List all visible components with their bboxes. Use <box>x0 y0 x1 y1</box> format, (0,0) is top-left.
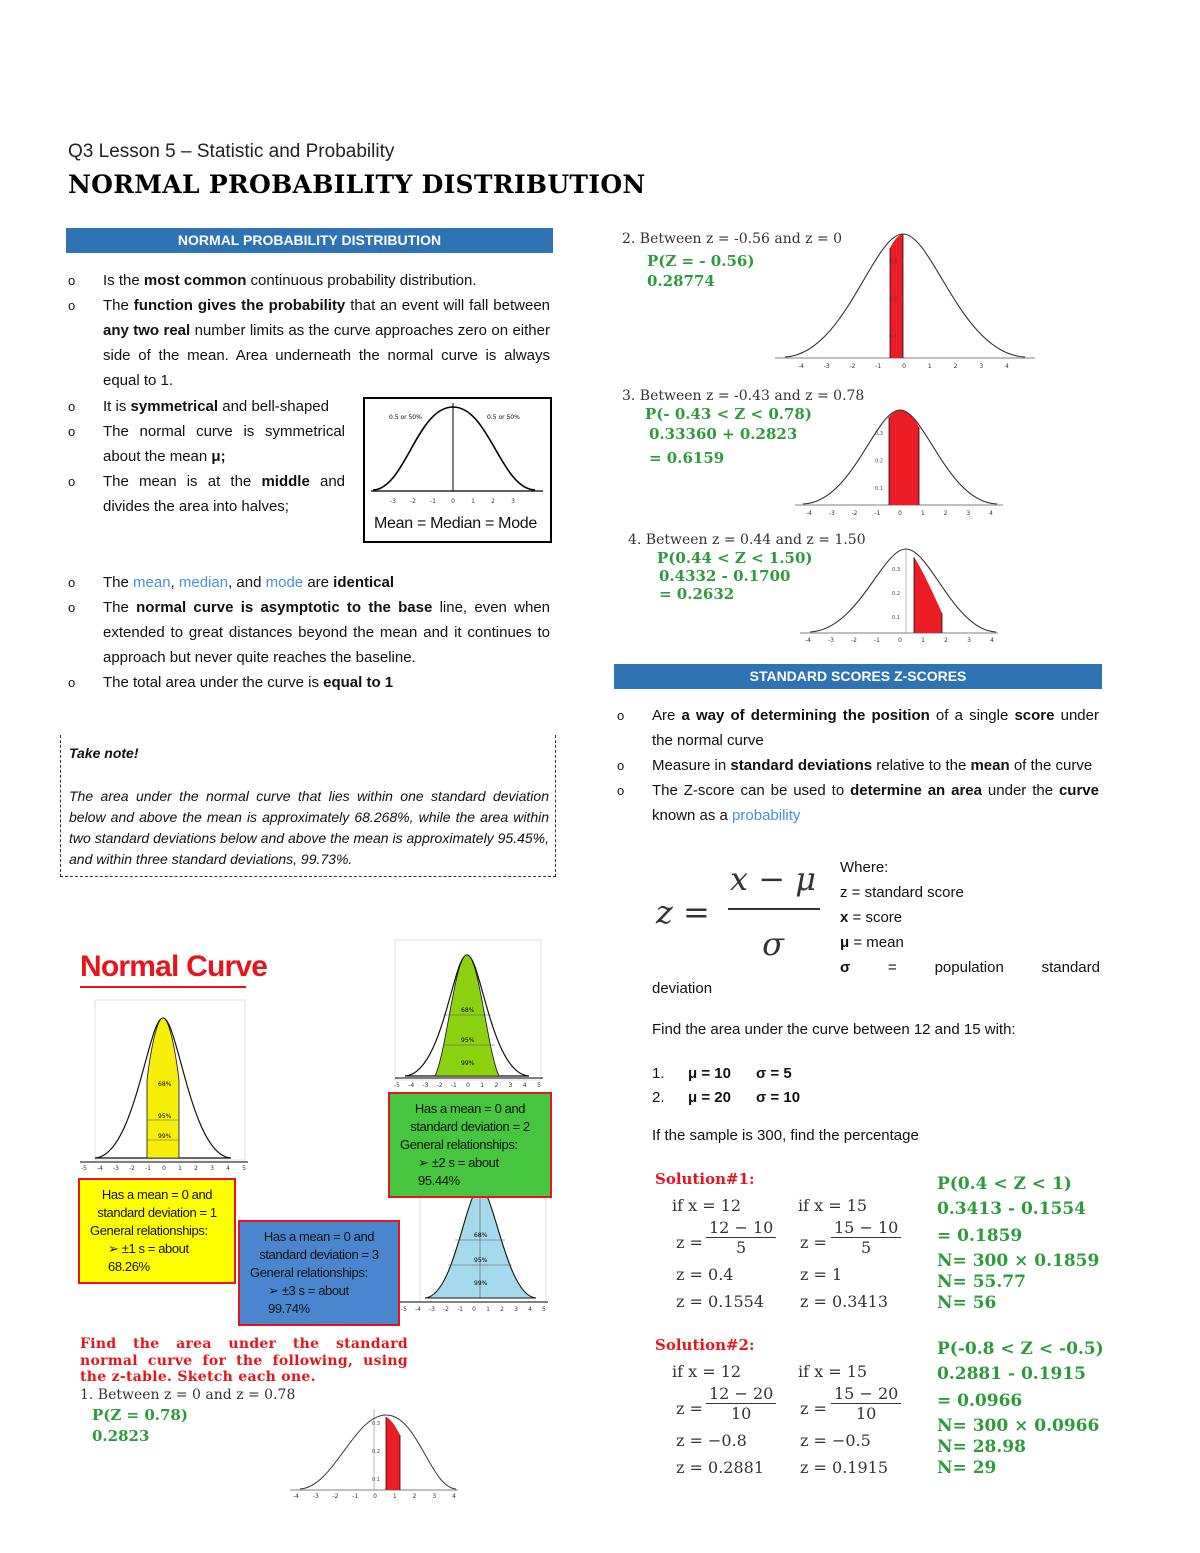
sol1-b-z-label: z = <box>800 1233 827 1252</box>
green-ticks <box>394 1082 541 1089</box>
y-tick-0: 0.1 <box>892 615 900 621</box>
green-line-3: General relationships: <box>400 1137 518 1152</box>
nc-tick-0: -5 <box>401 1306 407 1313</box>
problem-2-line-2: 0.28774 <box>647 272 715 290</box>
green-info-box <box>388 1092 552 1198</box>
sol2-b-z1: z = −0.5 <box>800 1431 871 1450</box>
nc-tick-6: 1 <box>178 1165 182 1172</box>
blue-info-box <box>238 1220 400 1326</box>
nc-tick-10: 5 <box>242 1165 246 1172</box>
problem-2-curve <box>775 228 1037 373</box>
problem-4-answer <box>657 549 813 603</box>
axis-tick-2: -2 <box>849 363 856 370</box>
bell-tick-3: 0 <box>451 498 455 505</box>
bell-tick-0: -3 <box>390 498 396 505</box>
blue-pct-c: 99% <box>474 1280 488 1287</box>
sol1-a-z-label: z = <box>676 1233 703 1252</box>
nc-tick-5: 0 <box>466 1082 470 1089</box>
problem-3-curve <box>795 405 1005 520</box>
problem-4-line-1: P(0.44 < Z < 1.50) <box>657 549 813 567</box>
sol2-r1: P(-0.8 < Z < -0.5) <box>937 1339 1104 1359</box>
axis-tick-6: 2 <box>953 363 958 370</box>
sol2-r5: N= 28.98 <box>937 1437 1026 1457</box>
sol2-r2: 0.2881 - 0.1915 <box>937 1364 1087 1384</box>
axis-tick-1: -3 <box>823 363 830 370</box>
axis-tick-5: 1 <box>927 363 932 370</box>
green-line-4: ➢ ±2 s = about 95.44% <box>418 1155 499 1188</box>
nc-tick-10: 5 <box>542 1306 546 1313</box>
nc-tick-2: -3 <box>422 1082 429 1089</box>
nc-tick-8: 3 <box>210 1165 214 1172</box>
yellow-line-1: Has a mean = 0 and <box>101 1187 213 1202</box>
axis-tick-6: 2 <box>943 510 948 517</box>
take-note-box <box>60 735 556 877</box>
nc-tick-3: -2 <box>443 1306 449 1313</box>
formula-legend <box>840 855 1100 980</box>
axis-tick-0: -4 <box>798 363 804 370</box>
nc-tick-1: -4 <box>415 1306 421 1313</box>
y-tick-2: 0.3 <box>875 431 883 437</box>
bell-tick-6: 3 <box>511 498 515 505</box>
problem-2-heading: 2. Between z = -0.56 and z = 0 <box>622 231 843 247</box>
axis-tick-1: -3 <box>312 1493 319 1500</box>
green-curve-figure <box>395 940 545 1090</box>
y-tick-0: 0.1 <box>889 334 897 340</box>
problem-1-heading: 1. Between z = 0 and z = 0.78 <box>80 1387 296 1403</box>
problem-3-line-1: P(- 0.43 < Z < 0.78) <box>645 405 812 423</box>
formula-fraction-bar <box>728 908 820 910</box>
axis-tick-5: 1 <box>921 637 925 644</box>
bell-caption: Mean = Median = Mode <box>374 515 537 532</box>
nc-tick-1: -4 <box>97 1165 103 1172</box>
npd-bullet-2: o The function gives the probability that an event will fall between any two real number limits as the curve approaches zero on either side of the mean. Area underneath the normal curve is always equal to 1. <box>68 297 551 389</box>
green-pct-b: 95% <box>461 1037 475 1044</box>
nc-tick-5: 0 <box>472 1306 476 1313</box>
formula-z-label: z = <box>656 893 710 931</box>
nc-tick-4: -1 <box>450 1082 457 1089</box>
sol2-result <box>937 1337 1104 1479</box>
legend-where: Where: <box>840 859 889 876</box>
problem-3-ticks <box>806 510 993 517</box>
axis-tick-7: 3 <box>966 510 971 517</box>
sol2-a-if: if x = 12 <box>672 1362 742 1381</box>
blue-line-3: General relationships: <box>250 1265 368 1280</box>
yellow-info-box <box>78 1178 236 1284</box>
sol1-b-z1: z = 1 <box>800 1265 843 1284</box>
problem-3-line-3: = 0.6159 <box>649 449 725 467</box>
nc-tick-0: -5 <box>81 1165 87 1172</box>
axis-tick-1: -3 <box>828 637 834 644</box>
y-tick-1: 0.2 <box>372 1449 380 1455</box>
npd-bullet-3: o It is symmetrical and bell-shaped <box>68 398 329 415</box>
y-tick-1: 0.2 <box>875 458 883 465</box>
axis-tick-3: -1 <box>874 637 880 644</box>
bell-tick-5: 2 <box>491 498 495 505</box>
take-note-heading: Take note! <box>69 745 139 761</box>
formula-denominator: σ <box>762 925 784 963</box>
case-2: 2. μ = 20 σ = 10 <box>652 1089 801 1106</box>
axis-tick-0: -4 <box>806 510 812 517</box>
axis-tick-8: 4 <box>1005 363 1009 370</box>
nc-tick-7: 2 <box>194 1165 198 1172</box>
sol2-a-z-label: z = <box>676 1399 703 1418</box>
bell-left-label: 0.5 or 50% <box>389 414 422 421</box>
axis-tick-4: 0 <box>902 363 906 370</box>
yellow-line-3: General relationships: <box>90 1223 208 1238</box>
sol1-a-if: if x = 12 <box>672 1196 742 1215</box>
sol1-a-z1: z = 0.4 <box>676 1265 734 1284</box>
sol2-r3: = 0.0966 <box>937 1391 1023 1411</box>
sol1-r3: = 0.1859 <box>937 1226 1023 1246</box>
problem-4-line-2: 0.4332 - 0.1700 <box>659 567 791 585</box>
problem-1-answer <box>92 1405 188 1447</box>
axis-tick-8: 4 <box>990 637 994 644</box>
lesson-label: Q3 Lesson 5 – Statistic and Probability <box>68 141 395 162</box>
green-pct-c: 99% <box>461 1060 475 1067</box>
sol1-a-fraction: $\frac{12 - 10}{5}$ <box>706 1218 776 1257</box>
nc-tick-0: -5 <box>394 1082 400 1089</box>
normal-curve-title: Normal Curve <box>80 950 268 983</box>
sol2-a-z2: z = 0.2881 <box>676 1458 764 1477</box>
nc-tick-6: 1 <box>486 1306 490 1313</box>
axis-tick-4: 0 <box>898 637 902 644</box>
axis-tick-7: 3 <box>967 637 971 644</box>
sol1-b-fraction: $\frac{15 - 10}{5}$ <box>831 1218 901 1257</box>
green-pct-a: 68% <box>461 1007 475 1014</box>
y-tick-2: 0.3 <box>889 259 897 265</box>
y-tick-1: 0.2 <box>889 296 897 303</box>
y-tick-1: 0.2 <box>892 591 900 597</box>
formula-numerator: x − μ <box>730 860 816 898</box>
problem-1-line-2: 0.2823 <box>92 1427 150 1445</box>
problem-2-answer <box>647 251 754 291</box>
npd-bullet-4: o The normal curve is symmetrical about the mean μ; <box>68 423 345 465</box>
nc-tick-2: -3 <box>113 1165 119 1172</box>
solution-2-title: Solution#2: <box>655 1336 755 1354</box>
axis-tick-0: -4 <box>293 1493 299 1500</box>
npd-list-mid <box>68 394 345 519</box>
sol2-r6: N= 29 <box>937 1458 997 1478</box>
axis-tick-3: -1 <box>875 363 882 370</box>
yellow-curve-figure <box>80 1000 250 1175</box>
nc-tick-10: 5 <box>537 1082 541 1089</box>
axis-tick-4: 0 <box>373 1493 377 1500</box>
exercise-instructions: Find the area under the standard normal curve for the following, using the z-table. Sketch each one. <box>80 1336 408 1385</box>
section-band-npd: NORMAL PROBABILITY DISTRIBUTION <box>66 228 553 253</box>
sol2-a-fraction: $\frac{12 - 20}{10}$ <box>706 1384 776 1423</box>
problem-1-line-1: P(Z = 0.78) <box>92 1406 188 1424</box>
legend-sigma: σ = population standard <box>840 959 1100 976</box>
problem-3-line-2: 0.33360 + 0.2823 <box>649 425 798 443</box>
axis-tick-7: 3 <box>979 363 984 370</box>
problem-4-line-3: = 0.2632 <box>659 585 735 603</box>
npd-bullet-6: o The mean, median, and mode are identical <box>68 574 395 591</box>
nc-tick-7: 2 <box>500 1306 504 1313</box>
yellow-pct-a: 68% <box>158 1081 172 1088</box>
axis-tick-6: 2 <box>412 1493 417 1500</box>
nc-tick-7: 2 <box>494 1082 499 1089</box>
problem-4-heading: 4. Between z = 0.44 and z = 1.50 <box>628 532 866 548</box>
y-tick-0: 0.1 <box>372 1477 380 1483</box>
nc-tick-9: 4 <box>522 1082 527 1089</box>
problem-3-heading: 3. Between z = -0.43 and z = 0.78 <box>622 388 865 404</box>
nc-tick-6: 1 <box>480 1082 485 1089</box>
axis-tick-8: 4 <box>452 1493 456 1500</box>
nc-tick-3: -2 <box>436 1082 443 1089</box>
problem-4-curve <box>800 545 1000 645</box>
npd-list-bottom <box>68 570 550 695</box>
problem-3-answer <box>645 404 812 468</box>
nc-tick-1: -4 <box>408 1082 415 1089</box>
sol1-b-if: if x = 15 <box>798 1196 868 1215</box>
sol1-result <box>937 1172 1099 1314</box>
nc-tick-4: -1 <box>145 1165 151 1172</box>
zscore-bullet-2: o Measure in standard deviations relative to the mean of the curve <box>617 757 1093 774</box>
blue-ticks <box>401 1306 546 1313</box>
y-tick-2: 0.3 <box>892 567 900 573</box>
sol2-b-z2: z = 0.1915 <box>800 1458 888 1477</box>
bell-tick-4: 1 <box>471 498 475 505</box>
y-tick-0: 0.1 <box>875 486 883 492</box>
sol1-r6: N= 56 <box>937 1293 997 1313</box>
bell-tick-1: -2 <box>410 498 416 505</box>
bell-curve-svg <box>365 399 550 511</box>
zscore-bullet-3: o The Z-score can be used to determine an area under the curve known as a probability <box>617 782 1099 824</box>
blue-line-2: standard deviation = 3 <box>259 1247 379 1262</box>
legend-sigma-cont: deviation <box>652 980 713 997</box>
axis-tick-5: 1 <box>920 510 925 517</box>
yellow-line-2: standard deviation = 1 <box>97 1205 217 1220</box>
nc-tick-2: -3 <box>429 1306 435 1313</box>
axis-tick-8: 4 <box>989 510 993 517</box>
blue-curve-figure <box>400 1180 550 1315</box>
axis-tick-6: 2 <box>944 637 948 644</box>
green-line-2: standard deviation = 2 <box>410 1119 530 1134</box>
sol2-b-z-label: z = <box>800 1399 827 1418</box>
problem-2-line-1: P(Z = - 0.56) <box>647 252 755 270</box>
sol2-a-z1: z = −0.8 <box>676 1431 747 1450</box>
normal-curve-title-underline <box>80 986 246 988</box>
sol1-r4: N= 300 × 0.1859 <box>937 1251 1100 1271</box>
axis-tick-0: -4 <box>805 637 811 644</box>
problem-4-ticks <box>805 637 994 644</box>
axis-tick-5: 1 <box>392 1493 397 1500</box>
sol2-r4: N= 300 × 0.0966 <box>937 1416 1100 1436</box>
npd-bullet-1: o Is the most common continuous probability distribution. <box>68 272 477 289</box>
yellow-ticks <box>81 1165 246 1172</box>
sol2-b-if: if x = 15 <box>798 1362 868 1381</box>
yellow-pct-b: 95% <box>158 1113 172 1120</box>
bell-tick-2: -1 <box>430 498 436 505</box>
case-1: 1. μ = 10 σ = 5 <box>652 1065 792 1082</box>
sol1-a-z2: z = 0.1554 <box>676 1292 764 1311</box>
green-line-1: Has a mean = 0 and <box>414 1101 526 1116</box>
problem-2-ticks <box>798 363 1009 370</box>
axis-tick-4: 0 <box>898 510 902 517</box>
problem-1-yticks <box>372 1421 380 1483</box>
sample-text: If the sample is 300, find the percentage <box>652 1127 919 1144</box>
axis-tick-3: -1 <box>874 510 881 517</box>
axis-tick-3: -1 <box>352 1493 359 1500</box>
yellow-line-4: ➢ ±1 s = about 68.26% <box>108 1241 189 1274</box>
legend-z: z = standard score <box>840 884 964 901</box>
bell-ticks <box>390 498 515 505</box>
blue-pct-a: 68% <box>474 1232 488 1239</box>
zscores-list <box>617 703 1099 828</box>
nc-tick-9: 4 <box>226 1165 230 1172</box>
npd-bullet-5: o The mean is at the middle and divides the area into halves; <box>68 473 345 515</box>
sol2-b-fraction: $\frac{15 - 20}{10}$ <box>831 1384 901 1423</box>
axis-tick-1: -3 <box>828 510 835 517</box>
blue-line-1: Has a mean = 0 and <box>263 1229 375 1244</box>
legend-mu: μ = mean <box>840 934 904 951</box>
bell-right-label: 0.5 or 50% <box>487 414 520 421</box>
solution-1-title: Solution#1: <box>655 1170 755 1188</box>
nc-tick-5: 0 <box>162 1165 166 1172</box>
zscore-bullet-1: o Are a way of determining the position of a single score under the normal curve <box>617 707 1099 749</box>
problem-1-ticks <box>293 1493 456 1500</box>
blue-line-4: ➢ ±3 s = about 99.74% <box>268 1283 349 1316</box>
problem-4-yticks <box>892 567 900 621</box>
nc-tick-4: -1 <box>457 1306 463 1313</box>
npd-bullet-8: o The total area under the curve is equal to 1 <box>68 674 394 691</box>
nc-tick-9: 4 <box>528 1306 532 1313</box>
problem-3-yticks <box>875 431 883 492</box>
sol1-b-z2: z = 0.3413 <box>800 1292 888 1311</box>
axis-tick-2: -2 <box>851 637 857 644</box>
problem-1-curve <box>290 1405 460 1500</box>
sol1-r5: N= 55.77 <box>937 1272 1026 1292</box>
y-tick-2: 0.3 <box>372 1421 380 1427</box>
take-note-body: The area under the normal curve that lies within one standard deviation below and above the mean is approximately 68.268%, while the area within two standard deviations below and above the mean is approximately 95.45%, and within three standard deviations, 99.73%. <box>69 788 549 867</box>
axis-tick-7: 3 <box>432 1493 437 1500</box>
axis-tick-2: -2 <box>851 510 858 517</box>
bell-curve-figure <box>363 397 552 543</box>
cases-list <box>652 1062 800 1110</box>
npd-bullet-7: o The normal curve is asymptotic to the base line, even when extended to great distances beyond the mean and it continues to approach but never quite reaches the baseline. <box>68 599 551 666</box>
yellow-pct-c: 99% <box>158 1133 172 1140</box>
blue-pct-b: 95% <box>474 1257 488 1264</box>
legend-x: x = score <box>840 909 903 926</box>
npd-list-top <box>68 268 550 393</box>
axis-tick-2: -2 <box>332 1493 339 1500</box>
section-band-zscores: STANDARD SCORES Z-SCORES <box>614 664 1102 689</box>
nc-tick-3: -2 <box>129 1165 135 1172</box>
find-area-text: Find the area under the curve between 12 and 15 with: <box>652 1021 1016 1038</box>
nc-tick-8: 3 <box>514 1306 518 1313</box>
nc-tick-8: 3 <box>508 1082 513 1089</box>
sol1-r1: P(0.4 < Z < 1) <box>937 1174 1072 1194</box>
sol1-r2: 0.3413 - 0.1554 <box>937 1199 1087 1219</box>
page-title: NORMAL PROBABILITY DISTRIBUTION <box>68 170 646 199</box>
